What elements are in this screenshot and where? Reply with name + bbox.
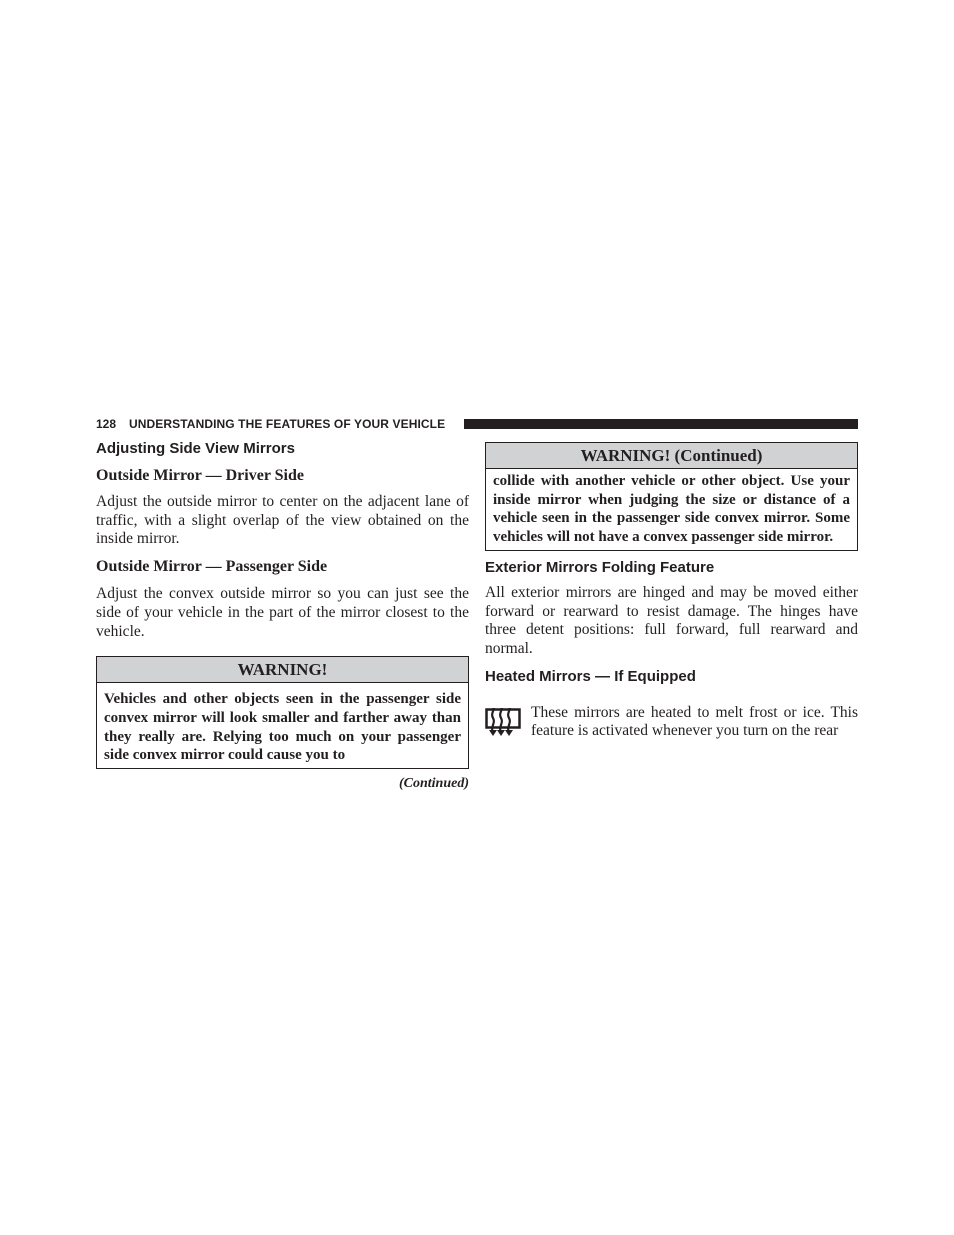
heated-mirror-icon <box>485 708 521 736</box>
folding-feature-heading: Exterior Mirrors Folding Feature <box>485 558 715 576</box>
heated-mirrors-text: These mirrors are heated to melt frost or ice. This feature is activated whenever you turn on the rear <box>531 703 858 740</box>
heated-mirrors-row <box>485 704 858 744</box>
driver-side-heading: Outside Mirror — Driver Side <box>96 467 304 484</box>
header-rule <box>464 419 858 429</box>
left-column <box>96 440 469 792</box>
page-number: 128 <box>96 417 117 431</box>
continued-label: (Continued) <box>398 776 469 792</box>
warning-continued-text: collide with another vehicle or other object. Use your inside mirror when judging the size or distance of a vehicle seen in the passenger side convex mirror. Some vehicles will not have a convex passenger side mirror. <box>493 473 850 546</box>
driver-side-text: Adjust the outside mirror to center on the adjacent lane of traffic, with a slight overlap of the view obtained on the inside mirror. <box>96 493 469 548</box>
warning-box <box>96 656 469 769</box>
warning-text: Vehicles and other objects seen in the passenger side convex mirror will look smaller and farther away than they really are. Relying too much on your passenger side convex mirror could cause you to <box>104 691 461 764</box>
passenger-side-text: Adjust the convex outside mirror so you can just see the side of your vehicle in the part of the mirror closest to the vehicle. <box>96 585 469 640</box>
heated-mirrors-heading: Heated Mirrors — If Equipped <box>485 667 696 685</box>
warning-continued-title: WARNING! (Continued) <box>486 443 857 469</box>
folding-feature-text: All exterior mirrors are hinged and may be moved either forward or rearward to resist damage. The hinges have three detent positions: full forward, full rearward and normal. <box>485 583 858 657</box>
right-column <box>485 440 858 744</box>
adjusting-mirrors-heading: Adjusting Side View Mirrors <box>96 440 295 457</box>
section-title: UNDERSTANDING THE FEATURES OF YOUR VEHICLE <box>129 417 446 431</box>
page-header <box>96 416 858 434</box>
passenger-side-heading: Outside Mirror — Passenger Side <box>96 558 328 576</box>
warning-continued-box <box>485 442 858 551</box>
warning-title: WARNING! <box>97 657 468 683</box>
